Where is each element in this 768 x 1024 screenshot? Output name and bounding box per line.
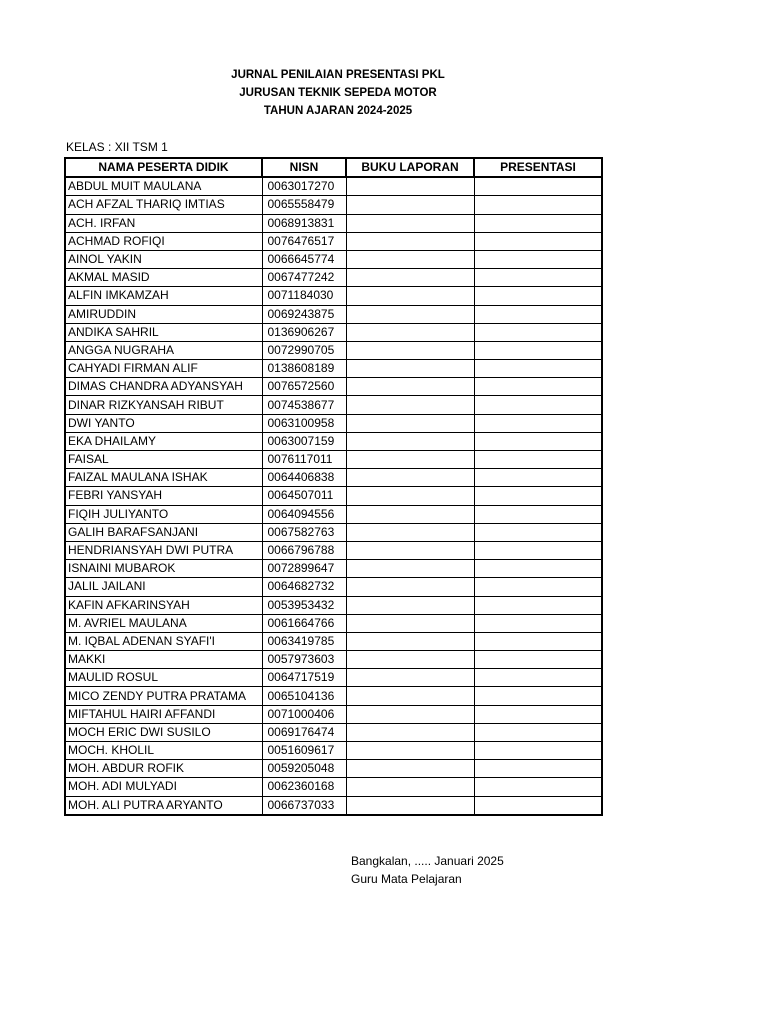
cell-buku-laporan: [346, 469, 474, 487]
cell-buku-laporan: [346, 323, 474, 341]
cell-nama: ISNAINI MUBAROK: [65, 560, 262, 578]
cell-nama: AMIRUDDIN: [65, 305, 262, 323]
cell-nisn: 0068913831: [262, 214, 346, 232]
table-row: [65, 269, 602, 287]
cell-buku-laporan: [346, 614, 474, 632]
table-row: [65, 250, 602, 268]
table-row: [65, 523, 602, 541]
cell-nisn: 0071184030: [262, 287, 346, 305]
cell-buku-laporan: [346, 705, 474, 723]
cell-presentasi: [474, 214, 602, 232]
cell-presentasi: [474, 614, 602, 632]
cell-nama: DINAR RIZKYANSAH RIBUT: [65, 396, 262, 414]
cell-presentasi: [474, 250, 602, 268]
cell-nisn: 0069176474: [262, 723, 346, 741]
table-row: [65, 651, 602, 669]
cell-buku-laporan: [346, 196, 474, 214]
table-row: [65, 469, 602, 487]
cell-buku-laporan: [346, 505, 474, 523]
table-row: [65, 669, 602, 687]
cell-nisn: 0059205048: [262, 760, 346, 778]
header-presentasi: PRESENTASI: [474, 158, 602, 177]
cell-buku-laporan: [346, 687, 474, 705]
cell-buku-laporan: [346, 214, 474, 232]
cell-presentasi: [474, 723, 602, 741]
cell-nama: AINOL YAKIN: [65, 250, 262, 268]
cell-nama: M. AVRIEL MAULANA: [65, 614, 262, 632]
cell-nisn: 0051609617: [262, 742, 346, 760]
table-row: [65, 341, 602, 359]
cell-presentasi: [474, 687, 602, 705]
cell-presentasi: [474, 742, 602, 760]
cell-buku-laporan: [346, 523, 474, 541]
cell-nama: FEBRI YANSYAH: [65, 487, 262, 505]
cell-nisn: 0066796788: [262, 541, 346, 559]
cell-nama: M. IQBAL ADENAN SYAFI'I: [65, 632, 262, 650]
cell-nisn: 0076572560: [262, 378, 346, 396]
cell-nisn: 0064717519: [262, 669, 346, 687]
cell-nisn: 0057973603: [262, 651, 346, 669]
table-row: [65, 378, 602, 396]
cell-nama: ANDIKA SAHRIL: [65, 323, 262, 341]
cell-buku-laporan: [346, 760, 474, 778]
cell-nama: HENDRIANSYAH DWI PUTRA: [65, 541, 262, 559]
cell-presentasi: [474, 396, 602, 414]
cell-presentasi: [474, 651, 602, 669]
cell-nama: AKMAL MASID: [65, 269, 262, 287]
table-row: [65, 796, 602, 815]
cell-nisn: 0064507011: [262, 487, 346, 505]
table-row: [65, 560, 602, 578]
cell-nama: FAIZAL MAULANA ISHAK: [65, 469, 262, 487]
cell-presentasi: [474, 505, 602, 523]
table-row: [65, 323, 602, 341]
cell-buku-laporan: [346, 596, 474, 614]
cell-nisn: 0053953432: [262, 596, 346, 614]
cell-nama: ACHMAD ROFIQI: [65, 232, 262, 250]
cell-buku-laporan: [346, 305, 474, 323]
cell-presentasi: [474, 451, 602, 469]
cell-presentasi: [474, 669, 602, 687]
cell-nisn: 0064682732: [262, 578, 346, 596]
table-row: [65, 177, 602, 196]
cell-buku-laporan: [346, 414, 474, 432]
cell-buku-laporan: [346, 651, 474, 669]
cell-nama: MICO ZENDY PUTRA PRATAMA: [65, 687, 262, 705]
cell-presentasi: [474, 705, 602, 723]
table-row: [65, 451, 602, 469]
cell-buku-laporan: [346, 269, 474, 287]
cell-nama: FIQIH JULIYANTO: [65, 505, 262, 523]
table-row: [65, 632, 602, 650]
cell-buku-laporan: [346, 287, 474, 305]
table-row: [65, 396, 602, 414]
cell-presentasi: [474, 523, 602, 541]
cell-nisn: 0072990705: [262, 341, 346, 359]
cell-nama: ANGGA NUGRAHA: [65, 341, 262, 359]
cell-nama: CAHYADI FIRMAN ALIF: [65, 360, 262, 378]
table-row: [65, 541, 602, 559]
cell-nisn: 0076476517: [262, 232, 346, 250]
cell-nama: DIMAS CHANDRA ADYANSYAH: [65, 378, 262, 396]
cell-nama: GALIH BARAFSANJANI: [65, 523, 262, 541]
cell-nama: ACH. IRFAN: [65, 214, 262, 232]
cell-nama: MAULID ROSUL: [65, 669, 262, 687]
table-row: [65, 305, 602, 323]
cell-nisn: 0071000406: [262, 705, 346, 723]
cell-nama: ACH AFZAL THARIQ IMTIAS: [65, 196, 262, 214]
table-row: [65, 687, 602, 705]
cell-nisn: 0064406838: [262, 469, 346, 487]
table-row: [65, 778, 602, 796]
cell-buku-laporan: [346, 232, 474, 250]
header-nama: NAMA PESERTA DIDIK: [65, 158, 262, 177]
cell-nama: MAKKI: [65, 651, 262, 669]
table-row: [65, 196, 602, 214]
cell-presentasi: [474, 469, 602, 487]
table-row: [65, 360, 602, 378]
cell-nisn: 0065104136: [262, 687, 346, 705]
table-row: [65, 760, 602, 778]
table-row: [65, 705, 602, 723]
table-row: [65, 723, 602, 741]
cell-buku-laporan: [346, 723, 474, 741]
table-row: [65, 596, 602, 614]
table-body: [65, 177, 602, 815]
cell-buku-laporan: [346, 250, 474, 268]
cell-nisn: 0074538677: [262, 396, 346, 414]
cell-nama: ALFIN IMKAMZAH: [65, 287, 262, 305]
cell-nisn: 0076117011: [262, 451, 346, 469]
table-row: [65, 414, 602, 432]
cell-buku-laporan: [346, 378, 474, 396]
cell-presentasi: [474, 378, 602, 396]
cell-presentasi: [474, 287, 602, 305]
cell-nisn: 0064094556: [262, 505, 346, 523]
cell-nama: ABDUL MUIT MAULANA: [65, 177, 262, 196]
cell-nisn: 0062360168: [262, 778, 346, 796]
cell-nama: JALIL JAILANI: [65, 578, 262, 596]
cell-nama: MOCH. KHOLIL: [65, 742, 262, 760]
cell-nisn: 0066737033: [262, 796, 346, 815]
cell-presentasi: [474, 487, 602, 505]
table-row: [65, 432, 602, 450]
table-row: [65, 232, 602, 250]
table-row: [65, 742, 602, 760]
header-nisn: NISN: [262, 158, 346, 177]
cell-buku-laporan: [346, 742, 474, 760]
cell-presentasi: [474, 541, 602, 559]
cell-nisn: 0063017270: [262, 177, 346, 196]
cell-nama: MIFTAHUL HAIRI AFFANDI: [65, 705, 262, 723]
cell-nama: KAFIN AFKARINSYAH: [65, 596, 262, 614]
table-row: [65, 614, 602, 632]
cell-nama: MOH. ADI MULYADI: [65, 778, 262, 796]
cell-buku-laporan: [346, 560, 474, 578]
cell-presentasi: [474, 796, 602, 815]
academic-year-title: TAHUN AJARAN 2024-2025: [263, 105, 413, 117]
cell-buku-laporan: [346, 177, 474, 196]
cell-presentasi: [474, 560, 602, 578]
cell-nisn: 0067477242: [262, 269, 346, 287]
cell-presentasi: [474, 596, 602, 614]
cell-nisn: 0069243875: [262, 305, 346, 323]
cell-presentasi: [474, 196, 602, 214]
cell-presentasi: [474, 632, 602, 650]
table-row: [65, 505, 602, 523]
table-row: [65, 578, 602, 596]
cell-buku-laporan: [346, 341, 474, 359]
class-label: KELAS : XII TSM 1: [66, 140, 168, 154]
cell-presentasi: [474, 778, 602, 796]
table-row: [65, 214, 602, 232]
cell-nama: EKA DHAILAMY: [65, 432, 262, 450]
cell-nama: DWI YANTO: [65, 414, 262, 432]
cell-buku-laporan: [346, 669, 474, 687]
document-title: JURNAL PENILAIAN PRESENTASI PKL: [231, 69, 445, 81]
table-row: [65, 287, 602, 305]
cell-presentasi: [474, 305, 602, 323]
cell-nisn: 0063007159: [262, 432, 346, 450]
cell-presentasi: [474, 360, 602, 378]
cell-presentasi: [474, 232, 602, 250]
cell-nisn: 0067582763: [262, 523, 346, 541]
cell-buku-laporan: [346, 360, 474, 378]
cell-buku-laporan: [346, 632, 474, 650]
cell-buku-laporan: [346, 578, 474, 596]
cell-presentasi: [474, 760, 602, 778]
cell-nisn: 0072899647: [262, 560, 346, 578]
cell-nama: MOH. ABDUR ROFIK: [65, 760, 262, 778]
cell-buku-laporan: [346, 778, 474, 796]
cell-nama: MOCH ERIC DWI SUSILO: [65, 723, 262, 741]
cell-buku-laporan: [346, 487, 474, 505]
cell-presentasi: [474, 177, 602, 196]
cell-presentasi: [474, 269, 602, 287]
cell-buku-laporan: [346, 396, 474, 414]
cell-buku-laporan: [346, 432, 474, 450]
cell-nisn: 0066645774: [262, 250, 346, 268]
signature-role: Guru Mata Pelajaran: [351, 872, 462, 886]
place-date: Bangkalan, ..... Januari 2025: [351, 854, 504, 868]
cell-presentasi: [474, 341, 602, 359]
cell-nisn: 0063419785: [262, 632, 346, 650]
cell-presentasi: [474, 414, 602, 432]
cell-nama: FAISAL: [65, 451, 262, 469]
cell-nisn: 0063100958: [262, 414, 346, 432]
cell-nisn: 0061664766: [262, 614, 346, 632]
department-title: JURUSAN TEKNIK SEPEDA MOTOR: [239, 87, 437, 99]
cell-nama: MOH. ALI PUTRA ARYANTO: [65, 796, 262, 815]
cell-buku-laporan: [346, 796, 474, 815]
cell-buku-laporan: [346, 541, 474, 559]
cell-presentasi: [474, 578, 602, 596]
cell-presentasi: [474, 323, 602, 341]
cell-buku-laporan: [346, 451, 474, 469]
assessment-table: [64, 157, 603, 816]
cell-nisn: 0136906267: [262, 323, 346, 341]
table-header-row: [65, 158, 602, 177]
table-row: [65, 487, 602, 505]
cell-presentasi: [474, 432, 602, 450]
header-buku-laporan: BUKU LAPORAN: [346, 158, 474, 177]
cell-nisn: 0138608189: [262, 360, 346, 378]
cell-nisn: 0065558479: [262, 196, 346, 214]
